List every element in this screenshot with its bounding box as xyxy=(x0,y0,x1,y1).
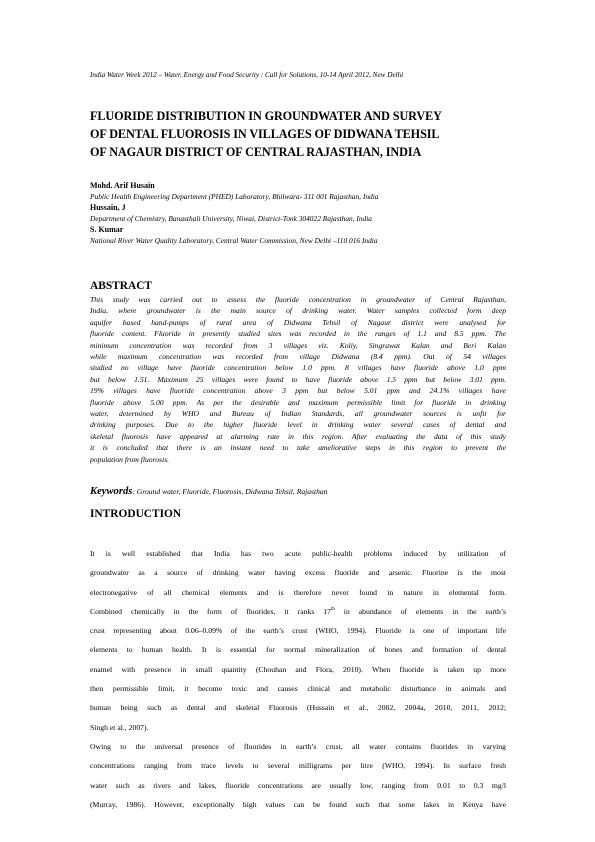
abstract-line: drinking purposes. Due to the higher fluoride level in drinking water several cases of dental and xyxy=(90,420,506,430)
abstract-body xyxy=(90,294,506,465)
abstract-line: fluoride content. Fluoride in presently studied sites was recorded in the ranges of 1.1 and 8.5 ppm. The xyxy=(90,329,506,339)
abstract-line: but below 1.51. Maximum 25 villages were found to have fluoride above 1.5 ppm but below 3.01 ppm. xyxy=(90,374,506,384)
body-line: It is well established that India has two acute public-health problems induced by utilization of xyxy=(90,549,506,558)
body-line: enamel with presence in small quantity (Chouhan and Flora, 2010). When fluoride is taken up more xyxy=(90,664,506,674)
author-name: Mohd. Arif Husain xyxy=(90,181,155,190)
title-line: OF NAGAUR DISTRICT OF CENTRAL RAJASTHAN, INDIA xyxy=(90,145,422,159)
author-affiliation: Department of Chemistry, Banasthali University, Niwai, District-Tonk 304022 Rajasthan, India xyxy=(90,214,373,223)
author-affiliation: National River Water Quality Laboratory, Central Water Commission, New Delhi –110 016 India xyxy=(90,236,378,245)
abstract-line: while maximum concentration was recorded from village Didwana (8.4 ppm). Out of 54 villages xyxy=(90,352,506,362)
body-line: water such as rivers and lakes, fluoride concentrations are usually low, ranging from 0.01 to 0.3 mg/l xyxy=(90,780,506,790)
body-text: in abundance of elements in the earth’s xyxy=(334,606,506,616)
abstract-line: it is concluded that there is an instant need to take ameliorative steps in this region to prevent the xyxy=(90,443,506,453)
body-line: (Murray, 1986). However, exceptionally high values can be found such that some lakes in Kenya have xyxy=(90,799,506,809)
author-block xyxy=(90,180,520,246)
title-line: OF DENTAL FLUOROSIS IN VILLAGES OF DIDWANA TEHSIL xyxy=(90,127,440,141)
abstract-line: fluoride above 5.00 ppm. As per the desirable and maximum permissible limit for fluoride in drinking xyxy=(90,397,506,407)
abstract-heading: ABSTRACT xyxy=(90,280,153,292)
keywords-line xyxy=(90,486,520,498)
abstract-line: India, where groundwater is the main source of drinking water. Water samples collected form deep xyxy=(90,306,506,316)
abstract-line: studied no village have fluoride concentration below 1.0 ppm. 8 villages have fluoride above 1.0 ppm xyxy=(90,363,506,373)
introduction-body xyxy=(90,544,506,814)
keywords-text: : Ground water, Fluoride, Fluorosis, Didwana Tehsil, Rajasthan xyxy=(132,487,328,496)
body-line: groundwater as a source of drinking water having excess fluoride and arsenic. Fluorine is the most xyxy=(90,568,506,578)
author-affiliation: Public Health Engineering Department (PHED) Laboratory, Bhilwara- 311 001 Rajasthan, India xyxy=(90,192,379,201)
author-name: S. Kumar xyxy=(90,225,124,234)
body-line: Owing to the universal presence of fluorides in earth’s crust, all water contains fluorides in varying xyxy=(90,741,506,751)
abstract-line: aquifer based hand-pumps of rural area of Didwana Tehsil of Nagaur district were analysed for xyxy=(90,317,506,327)
body-line: elements to human health. It is essential for normal mineralization of bones and formation of dental xyxy=(90,645,506,655)
abstract-line: water, determined by WHO and Bureau of Indian Standards, all groundwater sources is unfit for xyxy=(90,409,506,419)
abstract-line: minimum concentration was recorded from 3 villages viz. Koliy, Singrawat Kalan and Beri Kalan xyxy=(90,340,506,350)
introduction-heading: INTRODUCTION xyxy=(90,508,182,520)
abstract-line: population from fluorosis. xyxy=(90,454,169,464)
superscript: th xyxy=(330,606,335,612)
keywords-label: Keywords xyxy=(90,486,133,497)
body-line: then permissible limit, it become toxic and causes clinical and metabolic disturbance in animals and xyxy=(90,684,506,694)
paper-title xyxy=(90,107,520,161)
body-line xyxy=(90,602,506,621)
title-line: FLUORIDE DISTRIBUTION IN GROUNDWATER AND SURVEY xyxy=(90,109,442,123)
body-text: Combined chemically in the form of fluorides, it ranks 17 xyxy=(90,606,331,616)
body-line: human being such as dental and skeletal Fluorosis (Hussain et al., 2002, 2004a, 2010, 2011, 2012; xyxy=(90,703,506,713)
body-line: Singh et al., 2007). xyxy=(90,722,149,732)
body-line: concentrations ranging from trace levels to several milligrams per litre (WHO, 1994). In surface fresh xyxy=(90,761,506,771)
running-header: India Water Week 2012 – Water, Energy and Food Security : Call for Solutions, 10-14 April 2012, New Delhi xyxy=(90,71,404,79)
abstract-line: 19% villages have fluoride concentration above 3 ppm but below 5.01 ppm and 24.1% villages have xyxy=(90,386,506,396)
abstract-line: This study was carried out to assess the fluoride concentration in groundwater of Central Rajasthan, xyxy=(90,295,506,304)
author-name: Hussain, J xyxy=(90,203,126,212)
body-line: crust representing about 0.06–0.09% of the earth’s crust (WHO, 1994). Fluoride is one of important life xyxy=(90,626,506,636)
abstract-line: skeletal fluorosis have appeared at alarming rate in this region. After evaluating the data of this study xyxy=(90,431,506,441)
body-line: electronegative of all chemical elements and is therefore never found in nature in elemental form. xyxy=(90,587,506,597)
